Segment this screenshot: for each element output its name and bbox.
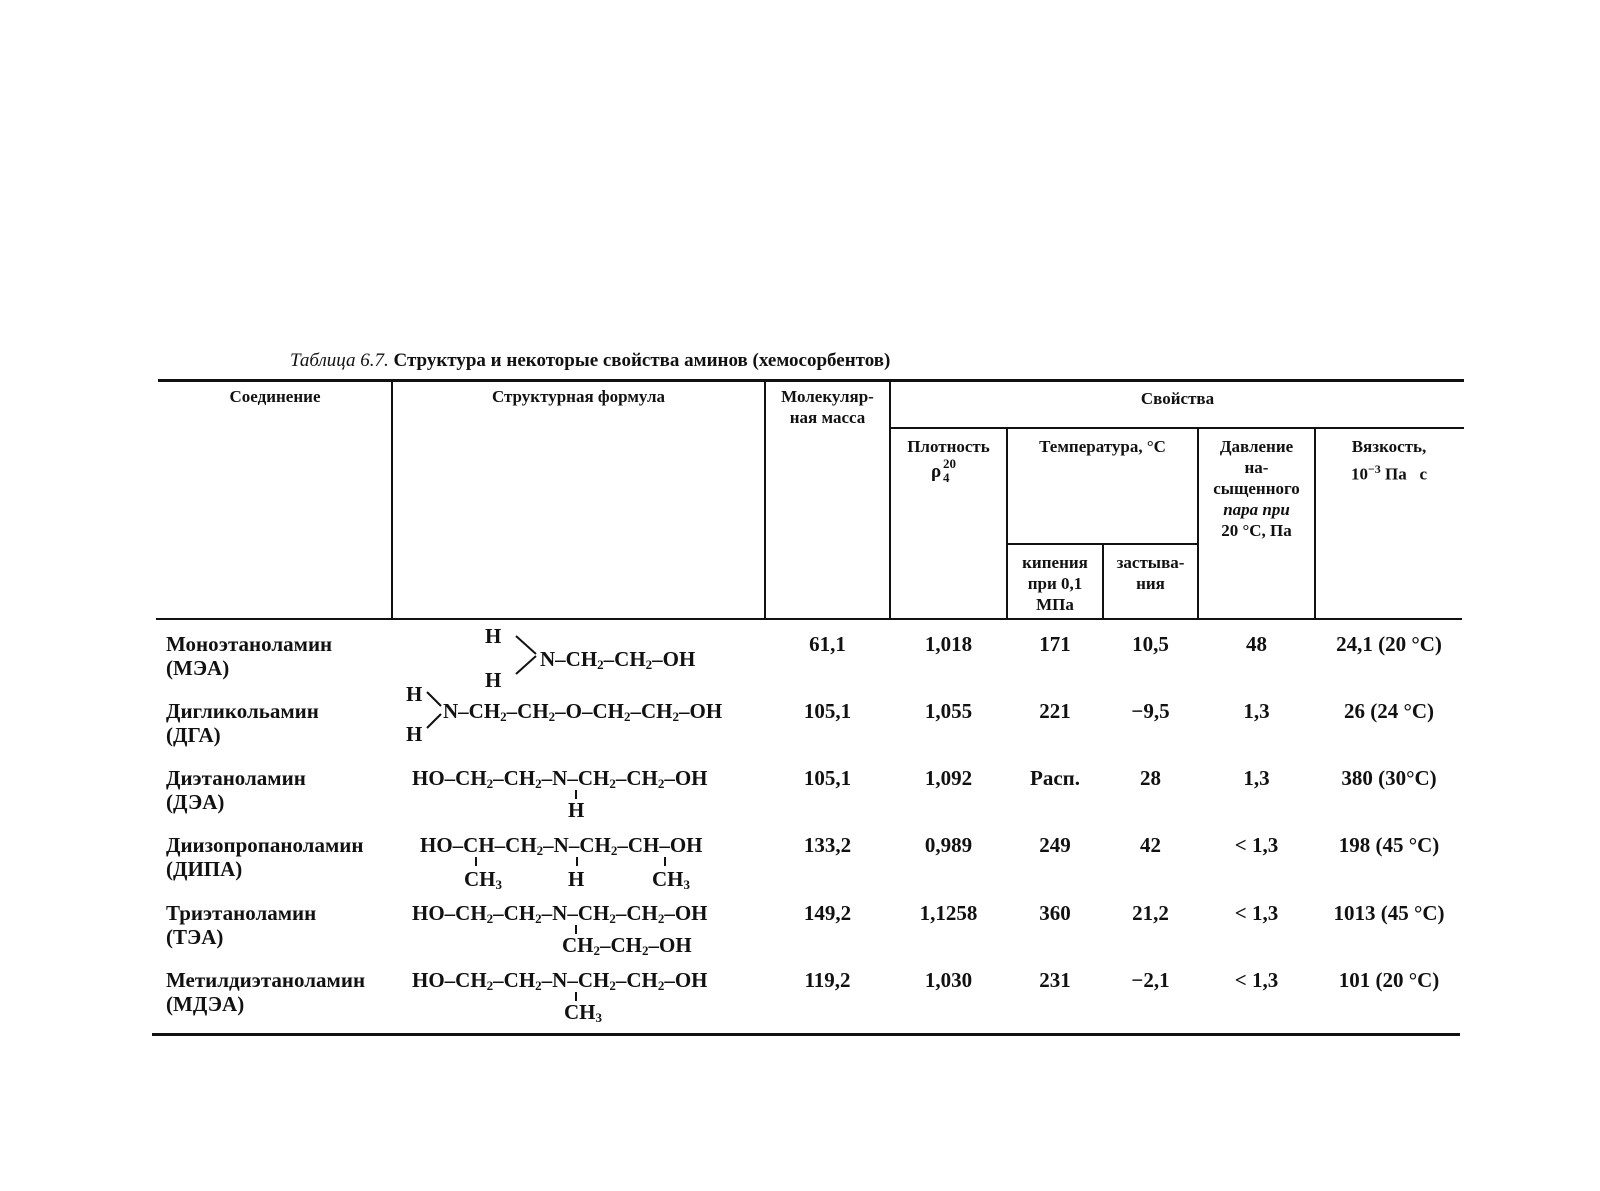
boiling-value: Расп. — [1030, 766, 1080, 790]
header-pressure — [1199, 436, 1314, 541]
boiling-value: 221 — [1039, 699, 1071, 723]
bottom-rule — [152, 1033, 1460, 1036]
header-formula: Структурная формула — [491, 387, 666, 406]
bond-lines — [425, 690, 445, 730]
header-mass-line1: Молекуляр- — [781, 387, 874, 406]
mass-value: 119,2 — [804, 968, 851, 992]
pressure-value: 48 — [1246, 632, 1267, 656]
freezing-value: 21,2 — [1132, 901, 1169, 925]
viscosity-value: 101 (20 °С) — [1338, 968, 1440, 992]
viscosity-value: 380 (30°С) — [1341, 766, 1437, 790]
boiling-value: 360 — [1039, 901, 1071, 925]
col-line-3 — [889, 381, 891, 619]
pressure-value: < 1,3 — [1234, 901, 1279, 925]
freezing-value: 28 — [1140, 766, 1161, 790]
header-freezing-line1: застыва- — [1116, 553, 1185, 572]
mass-value: 61,1 — [809, 632, 846, 656]
viscosity-value: 198 (45 °С) — [1338, 833, 1440, 857]
compound-name: Метилдиэтаноламин (МДЭА) — [166, 968, 366, 1016]
header-compound: Соединение — [229, 387, 321, 406]
compound-name: Дигликольамин (ДГА) — [166, 699, 319, 747]
table-number: Таблица 6.7. — [290, 350, 389, 371]
header-pressure-line2: на- — [1244, 458, 1269, 477]
header-density-line1: Плотность — [907, 437, 990, 456]
pressure-value: 1,3 — [1243, 699, 1270, 723]
top-rule — [158, 379, 1464, 382]
table-title: Структура и некоторые свойства аминов (хемосорбентов) — [393, 350, 891, 371]
boiling-value: 249 — [1039, 833, 1071, 857]
pressure-value: 1,3 — [1243, 766, 1270, 790]
header-pressure-line3: сыщенного — [1213, 479, 1300, 498]
viscosity-value: 24,1 (20 °С) — [1336, 632, 1442, 656]
density-value: 1,030 — [924, 968, 973, 992]
density-value: 1,055 — [924, 699, 973, 723]
bond-tick — [664, 857, 666, 866]
viscosity-value: 26 (24 °С) — [1343, 699, 1435, 723]
table-caption — [290, 350, 890, 372]
header-mass-line2: ная масса — [789, 408, 866, 427]
properties-rule — [890, 427, 1464, 429]
header-density — [891, 436, 1006, 487]
compound-name: Триэтаноламин (ТЭА) — [166, 901, 317, 949]
pressure-value: < 1,3 — [1234, 968, 1279, 992]
header-viscosity — [1316, 436, 1462, 485]
header-freezing — [1104, 552, 1197, 594]
header-viscosity-line1: Вязкость, — [1351, 437, 1427, 456]
pressure-value: < 1,3 — [1234, 833, 1279, 857]
compound-name: Диизопропаноламин (ДИПА) — [166, 833, 364, 881]
freezing-value: 10,5 — [1132, 632, 1169, 656]
header-pressure-line1: Давление — [1219, 437, 1294, 456]
mass-value: 149,2 — [803, 901, 852, 925]
freezing-value: −9,5 — [1131, 699, 1170, 723]
col-line-1 — [391, 381, 393, 619]
compound-name: Диэтаноламин (ДЭА) — [166, 766, 306, 814]
header-boiling-line3: МПа — [1036, 595, 1074, 614]
header-bottom-rule — [156, 618, 1462, 620]
freezing-value: −2,1 — [1131, 968, 1170, 992]
freezing-value: 42 — [1140, 833, 1161, 857]
bond-tick — [576, 857, 578, 866]
mass-value: 105,1 — [803, 766, 852, 790]
boiling-value: 231 — [1039, 968, 1071, 992]
header-pressure-line4: пара при — [1223, 500, 1290, 519]
boiling-value: 171 — [1039, 632, 1071, 656]
viscosity-value: 1013 (45 °С) — [1333, 901, 1445, 925]
header-boiling-line1: кипения — [1022, 553, 1088, 572]
density-value: 1,018 — [924, 632, 973, 656]
bond-tick — [475, 857, 477, 866]
header-temperature: Температура, °С — [1039, 437, 1166, 456]
compound-name: Моноэтаноламин (МЭА) — [166, 632, 333, 680]
density-value: 1,1258 — [919, 901, 978, 925]
header-mass — [766, 386, 889, 428]
mass-value: 133,2 — [803, 833, 852, 857]
header-boiling-line2: при 0,1 — [1027, 574, 1083, 593]
mass-value: 105,1 — [803, 699, 852, 723]
header-freezing-line2: ния — [1136, 574, 1165, 593]
header-viscosity-unit: $10^{-3}$ Па с — [1350, 462, 1428, 484]
header-properties: Свойства — [1140, 389, 1215, 408]
header-boiling — [1008, 552, 1102, 615]
header-pressure-line5: 20 °С, Па — [1221, 521, 1292, 540]
density-value: 0,989 — [924, 833, 973, 857]
density-symbol: ρ 20 4 — [931, 456, 956, 485]
density-value: 1,092 — [924, 766, 973, 790]
